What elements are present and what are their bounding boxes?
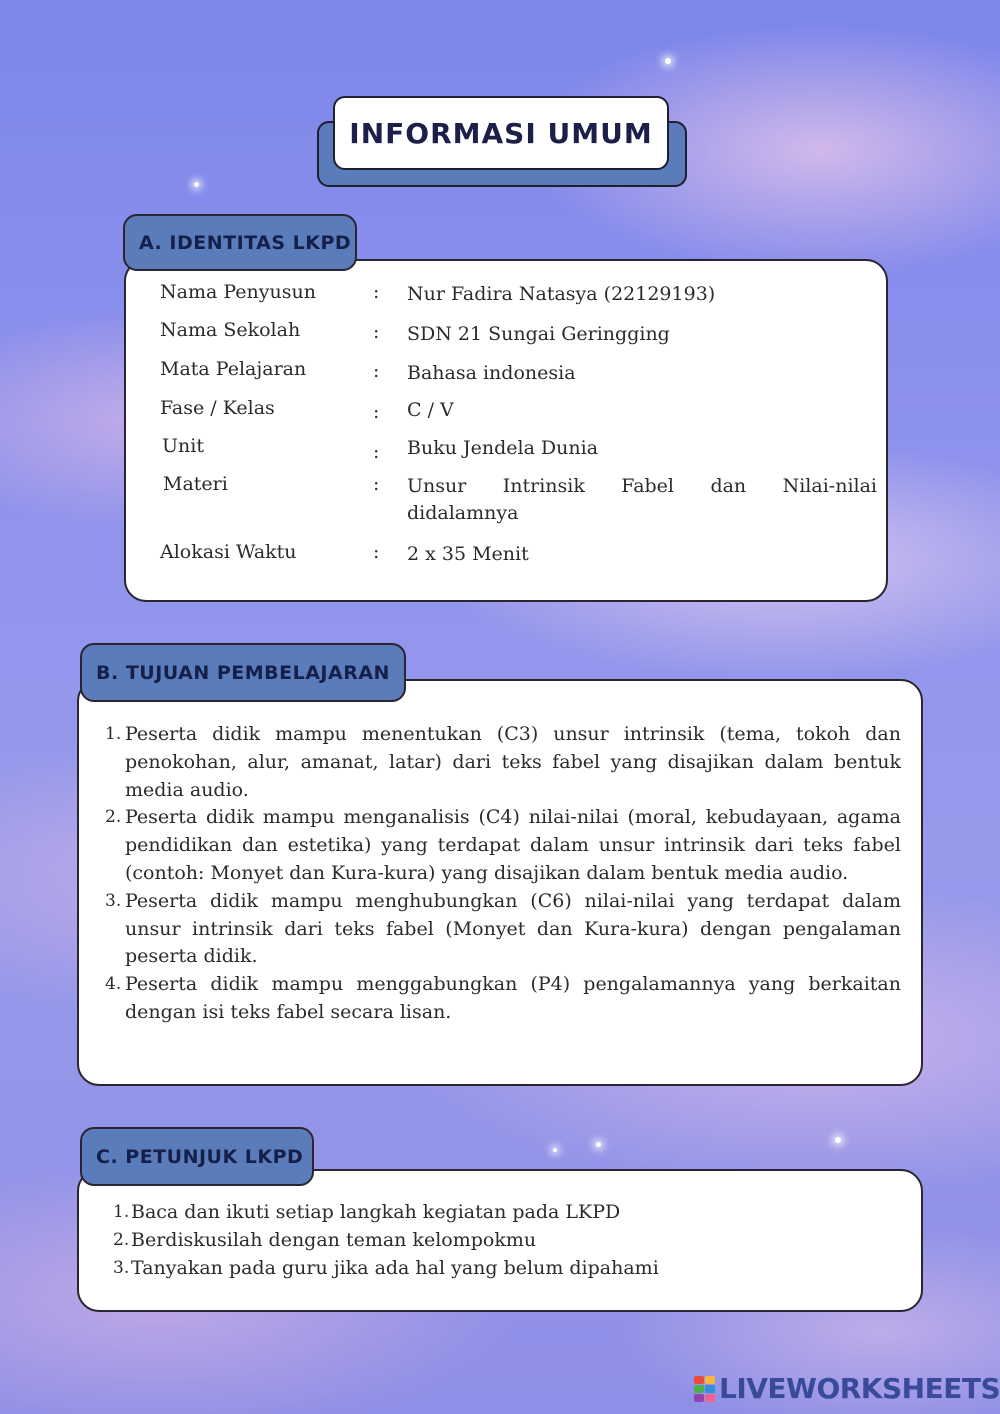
star-decoration xyxy=(665,58,671,64)
identity-value: Bahasa indonesia xyxy=(407,362,576,384)
identity-colon: : xyxy=(373,473,380,495)
list-item xyxy=(79,1199,879,1227)
identity-colon: : xyxy=(373,541,380,563)
identity-colon: : xyxy=(373,321,380,343)
instructions-list xyxy=(79,1199,879,1282)
identity-value: SDN 21 Sungai Geringging xyxy=(407,323,670,345)
list-item xyxy=(79,804,901,887)
list-item xyxy=(79,1255,879,1283)
identity-value: C / V xyxy=(407,399,454,421)
list-number: 3. xyxy=(105,890,122,911)
materi-line-2: didalamnya xyxy=(407,502,519,524)
list-item xyxy=(79,971,901,1027)
section-a-heading: A. IDENTITAS LKPD xyxy=(139,231,352,254)
list-number: 1. xyxy=(105,724,122,744)
logo-square xyxy=(694,1385,704,1393)
list-text: Tanyakan pada guru jika ada hal yang belum dipahami xyxy=(131,1256,659,1279)
identity-label: Fase / Kelas xyxy=(160,397,275,419)
list-text: Berdiskusilah dengan teman kelompokmu xyxy=(131,1228,537,1251)
list-text: Peserta didik mampu menggabungkan (P4) pengalamannya yang berkaitan dengan isi teks fabel secara lisan. xyxy=(125,973,901,1023)
logo-square xyxy=(705,1376,715,1384)
identity-box xyxy=(124,259,888,602)
logo-square xyxy=(705,1394,715,1402)
objectives-box xyxy=(77,679,923,1086)
materi-line-1: Unsur Intrinsik Fabel dan Nilai-nilai xyxy=(407,475,877,497)
section-b-tag xyxy=(80,643,406,702)
identity-label: Materi xyxy=(163,473,228,495)
objectives-list xyxy=(79,721,901,1027)
identity-label: Mata Pelajaran xyxy=(160,358,307,380)
instructions-box xyxy=(77,1169,923,1312)
page-title: INFORMASI UMUM xyxy=(349,116,653,150)
list-text: Peserta didik mampu menentukan (C3) unsur intrinsik (tema, tokoh dan penokohan, alur, amanat, latar) dari teks fabel yang disajikan dalam bentuk media audio. xyxy=(125,723,901,801)
logo-square xyxy=(694,1394,704,1402)
identity-colon: : xyxy=(373,401,380,423)
identity-colon: : xyxy=(373,360,380,382)
list-item xyxy=(79,721,901,804)
star-decoration xyxy=(835,1137,841,1143)
identity-label: Nama Penyusun xyxy=(160,281,316,303)
list-item xyxy=(79,888,901,971)
section-c-heading: C. PETUNJUK LKPD xyxy=(96,1145,304,1168)
list-text: Peserta didik mampu menganalisis (C4) nilai-nilai (moral, kebudayaan, agama pendidikan dan estetika) yang terdapat dalam unsur intrinsik dari teks fabel (contoh: Monyet dan Kura-kura) yang disajikan dalam bentuk media audio. xyxy=(125,806,901,884)
list-number: 2. xyxy=(113,1229,130,1250)
liveworksheets-logo-icon xyxy=(694,1376,715,1402)
list-number: 2. xyxy=(105,807,122,828)
star-decoration xyxy=(553,1148,557,1152)
identity-value: 2 x 35 Menit xyxy=(407,543,529,565)
list-number: 3. xyxy=(113,1257,130,1278)
list-text: Peserta didik mampu menghubungkan (C6) nilai-nilai yang terdapat dalam unsur intrinsik dari teks fabel (Monyet dan Kura-kura) dengan pengalaman peserta didik. xyxy=(125,889,901,968)
identity-value xyxy=(407,473,877,527)
star-decoration xyxy=(596,1142,601,1147)
list-number: 4. xyxy=(105,974,122,995)
identity-label: Nama Sekolah xyxy=(160,319,301,341)
title-box xyxy=(333,96,669,170)
list-item xyxy=(79,1227,879,1255)
logo-square xyxy=(705,1385,715,1393)
section-b-heading: B. TUJUAN PEMBELAJARAN xyxy=(96,661,390,684)
identity-value: Nur Fadira Natasya (22129193) xyxy=(407,283,716,305)
list-number: 1. xyxy=(113,1202,130,1222)
logo-square xyxy=(694,1376,704,1384)
liveworksheets-watermark[interactable] xyxy=(694,1372,1000,1405)
section-a-tag xyxy=(123,214,357,271)
identity-label: Unit xyxy=(162,435,204,457)
section-c-tag xyxy=(80,1127,314,1186)
identity-colon: : xyxy=(373,441,380,463)
list-text: Baca dan ikuti setiap langkah kegiatan pada LKPD xyxy=(131,1201,621,1223)
star-decoration xyxy=(194,182,199,187)
watermark-text: LIVEWORKSHEETS xyxy=(719,1372,1000,1405)
identity-colon: : xyxy=(373,281,380,303)
identity-label: Alokasi Waktu xyxy=(160,541,297,563)
identity-value: Buku Jendela Dunia xyxy=(407,437,599,459)
